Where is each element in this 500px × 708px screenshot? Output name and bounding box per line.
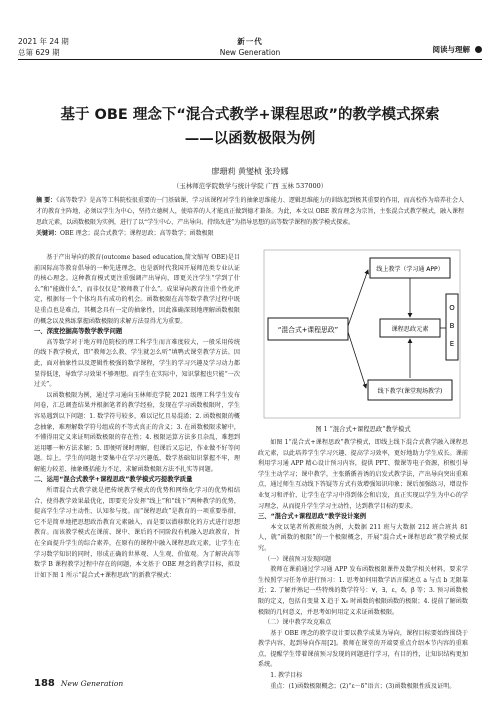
keywords-text: OBE 理念；混合式教学；课程思政；高等数学；函数极限: [60, 230, 214, 237]
paragraph: 以函数极限为例，通过学习通向玉林师范学院 2021 级理工科学生发布问卷，汇总调查结果并根据笔者的教学经验，发现在学习函数极限时，学生容易遇到以下问题：1. 数学符号较多，难以记忆且易混淆；2. 函数极限的概念抽象，难理解数学符号组成的不等式真正的含义；3. 在函数极限求解中，不懂得用定义来证明函数极限的存在性；4. 极限运算方法多且杂乱，难想到运用哪一种方法求解；5. 即便听课时理解，但课后又忘记，作业做不好等问题。综上，学生的问题主要集中在学习兴趣低、数学基础知识掌握不牢，理解能力较差、抽象概括能力不足，求解函数极限方法不扎实等问题。: [34, 391, 240, 473]
journal-name-en: New Generation: [219, 48, 281, 57]
paragraph: 1. 教学目标: [270, 672, 303, 680]
section-heading: 一、深度挖掘高等数学教学问题: [34, 328, 123, 336]
total-issue: 总第 629 期: [18, 48, 60, 57]
page-number: 188: [34, 678, 55, 689]
figure-left-label: “混合式+课程思政”: [277, 326, 339, 334]
paragraph: 基于产出导向的教育(outcome based education,简文缩写 OBE)是目前国际高等教育倡导的一种先进理念，也是新时代我国开展师范类专业认证的核心理念。这种教育模式更注重强调产出导向，即更关注学生“学到了什么”和“能做什么”，而非仅仅是“教师教了什么”。成果导向教育注重个性化评定，根据每一个个体均具有成功的机会。函数极限在高等数学教学过程中既是重点也是难点，其概念具有一定的抽象性，因此准确深刻地理解函数极限的概念以及熟练掌握函数极限的求解方法显得尤为重要。: [34, 254, 240, 325]
section-text: 阅读与理解: [432, 45, 470, 54]
arrow-to-bottom: [348, 332, 366, 388]
keywords: [36, 228, 464, 239]
year-issue: 2021 年 24 期: [18, 37, 69, 46]
arrow-to-top: [348, 270, 368, 326]
section-heading: 二、运用“混合式教学+课程思政”教学模式巧提教学质量: [34, 476, 193, 484]
abstract: [36, 195, 464, 228]
figure-bottom-label: 线下教学(课堂现场教学): [377, 388, 443, 395]
page-footer: [34, 678, 123, 689]
journal-name-cn: 新一代: [237, 37, 263, 46]
paragraph: 高等数学对于地方师范院校的理工科学生而言难度较大，一般采用传统的线下教学模式，即“教师怎么教、学生就怎么听”填鸭式课堂教学方法。因此，面对抽象性以及逻辑性极强的数学课程，学生的学习兴趣及学习动力都显得低迷，导致学习效果不够理想。而学生在实际中，知识掌握也只能“一次过关”。: [34, 338, 240, 389]
figure-caption: 图 1 “混合式+课程思政”教学模式: [315, 426, 411, 433]
paragraph: 教师在课前通过学习通 APP 发布函数极限课件及数学相关材料，要求学生按照学习任务单进行预习：1. 思考如何用数学语言描述点 a 与点 b 无限靠近；2. 了解并熟记一些特殊的数学符号：∀，∃，ε，δ，β 等；3. 预习函数极限的定义，包括自变量 X 趋于 X₀ 时函数的极限函数的极限；4. 提前了解函数极限的几何意义，并思考如何用定义求证函数极限。: [258, 566, 468, 616]
page-header: [18, 36, 482, 74]
section-label: [433, 44, 483, 55]
right-column: [258, 438, 468, 692]
section-heading: （一）课前预习发现问题: [264, 555, 332, 563]
abstract-label: 摘 要：: [36, 197, 57, 204]
header-rule: [18, 59, 482, 60]
paragraph: 基于 OBE 理念的教学设计要以教学成果为导向，课程目标要始终围绕于教学内容，起到导向作用[2]。教师在课堂的开端要重点介绍本节内容的重难点，提醒学生带着课前预习发现的问题进行学习，有目的性，让知识结构更加系统。: [258, 629, 468, 669]
authors: 廖珊莉 黄燮桢 张玲娜: [211, 167, 289, 176]
title-line-2: ——以函数极限为例: [184, 131, 316, 147]
figure-obe-label: O B E: [449, 304, 455, 348]
footer-journal: New Generation: [60, 679, 124, 688]
article-title: [0, 103, 500, 151]
paragraph: 重点：(1)函数极限概念；(2)“ε－δ”语言；(3)函数极限性质及证明。: [270, 682, 456, 690]
left-column: [34, 253, 240, 581]
paragraph: 本文以笔者所教班级为例，大数据 211 班与大数据 212 班合班共 81 人，就“函数的极限”的一个极限概念，开展“混合式+课程思政”教学模式探究。: [258, 523, 468, 552]
title-line-1: 基于 OBE 理念下“混合式教学+课程思政”的教学模式探索: [60, 107, 440, 123]
paragraph: 所谓混合式教学就是把传统教学模式的优势和网络化学习的优势相结合，使得教学效果最优化，即要充分发挥“线上”和“线下”两种教学的优势，提高学生学习主动性、认知参与度。而“课程思政”是教育的一项重要举措，它不是简单地把思想政治教育元素融入，而是要以潜移默化的方式进行思想教育。而该教学模式在课前、课中、课后的不同阶段有机融入思政教育，旨在全面提升学生的综合素养，在原有的课程中融入课程思政元素，让学生在学习数学知识的同时，形成正确的世界观、人生观、价值观。为了解决高等数学 B 课程教学过程中存在的问题，本文基于 OBE 理念的教学目标，拟设计如下图 1 所示“混合式+课程思政”的新教学模式：: [34, 487, 240, 579]
section-heading: （二）课中教学攻克难点: [264, 619, 332, 627]
journal-name: [18, 36, 482, 58]
figure-mid-label: 课程思政元素: [391, 326, 429, 333]
figure-top-label: 线上教学（学习通 APP）: [376, 266, 444, 273]
abstract-text: 《高等数学》是高等工科院校很重要的一门基础课，学习该课程对学生的抽象思维能力、逻辑思维能力的训练起到极其重要的作用，而高校作为培养社会人才的教育主阵地，必须以学生为中心，坚持立德树人，使培养的人才能真正做到德才兼备。为此，本文以 OBE 教育理念为宗旨，主张混合式教学模式，融入课程思政元素，以函数极限为实例，进行了以“学生中心、产出导向、持续改进”为指导思想的高等数学课程的教学模式探索。: [36, 197, 464, 226]
teaching-model-figure: [262, 248, 462, 422]
abstract-block: [36, 195, 464, 239]
paragraph: 如图 1“混合式+课程思政”教学模式，即线上线下混合式教学融入课程思政元素，以此培养学生学习兴趣、提高学习效率，更好地助力学生成长。课前利用学习通 APP 精心设计预习内容，提供 PPT、微课等电子资源，积极引导学生主动学习；课中教学，主张循循善诱的启发式教学法，产出导向突出重难点，通过师生互动线下答疑等方式有效增强知识印象；课后加强练习，增设作业复习和评价，让学生在学习中得到体会和启发，真正实现以学生为中心的学习理念，从而提升学生学习主动性，达到教学目标的要求。: [258, 439, 468, 510]
section-heading: 三、“混合式+课程思政”教学设计案例: [258, 513, 367, 521]
bullet-icon: [475, 46, 482, 53]
keywords-label: 关键词：: [36, 230, 61, 237]
affiliation: （玉林师范学院数学与统计学院 广西 玉林 537000）: [172, 182, 328, 190]
